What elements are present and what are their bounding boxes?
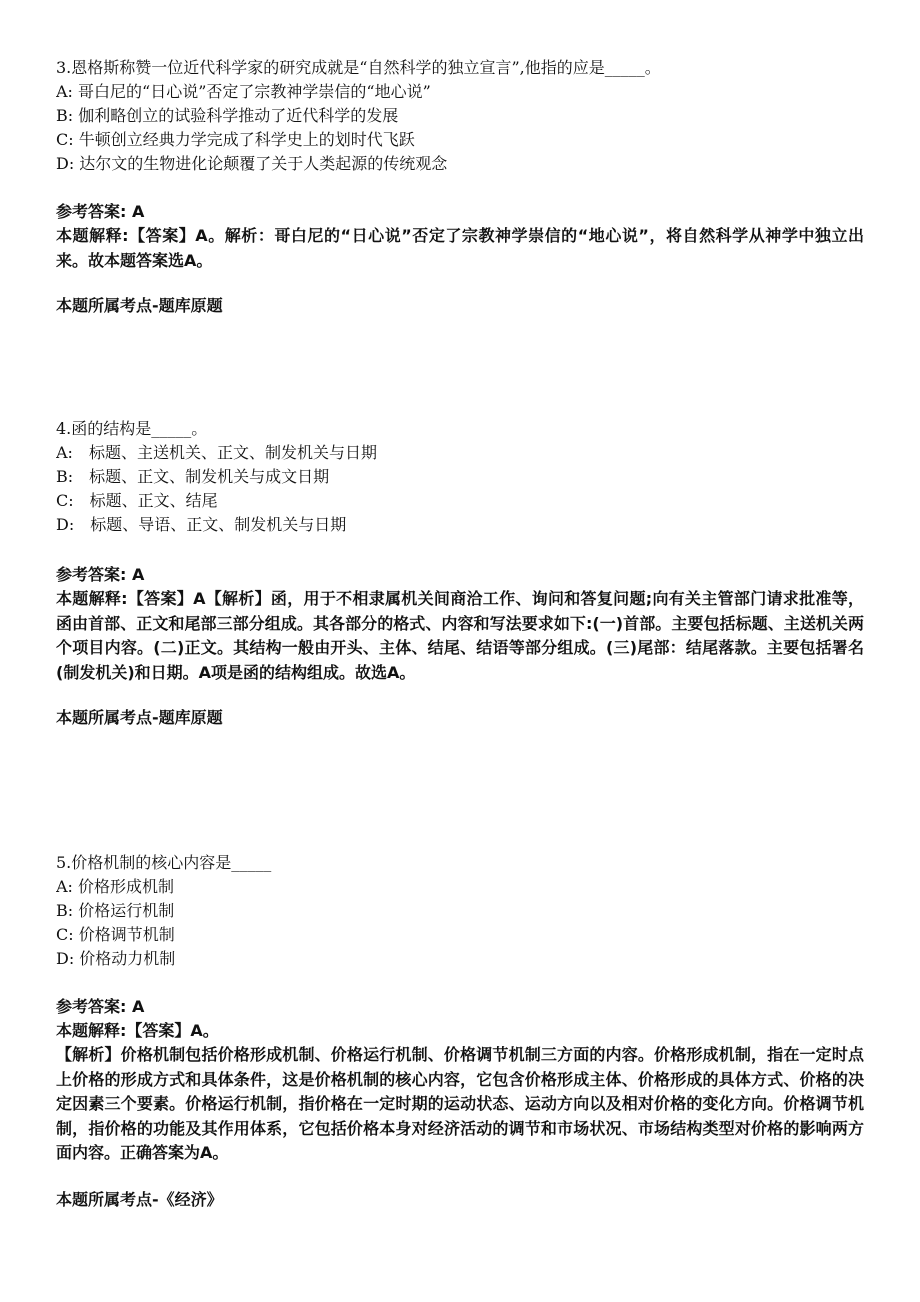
reference-answer: 参考答案: A — [56, 565, 145, 584]
question-stem: 4.函的结构是_____。 — [56, 419, 208, 438]
reference-answer: 参考答案: A — [56, 202, 145, 221]
option-b: B: 价格运行机制 — [56, 901, 175, 920]
option-d: D: 标题、导语、正文、制发机关与日期 — [56, 515, 347, 534]
option-a: A: 标题、主送机关、正文、制发机关与日期 — [56, 443, 377, 462]
question-5 — [56, 851, 864, 1212]
option-d: D: 达尔文的生物进化论颠覆了关于人类起源的传统观念 — [56, 154, 448, 173]
option-c: C: 标题、正文、结尾 — [56, 491, 218, 510]
knowledge-point: 本题所属考点-《经济》 — [56, 1189, 223, 1209]
explanation: 本题解释:【答案】A。解析：哥白尼的“日心说”否定了宗教神学崇信的“地心说”，将自然科学从神学中独立出来。故本题答案选A。 — [56, 226, 864, 270]
explanation: 【解析】价格机制包括价格形成机制、价格运行机制、价格调节机制三方面的内容。价格形成机制，指在一定时点上价格的形成方式和具体条件，这是价格机制的核心内容，它包含价格形成主体、价格形成的具体方式、价格的决定因素三个要素。价格运行机制，指价格在一定时期的运动状态、运动方向以及相对价格的变化方向。价格调节机制，指价格的功能及其作用体系，它包括价格本身对经济活动的调节和市场状况、市场结构类型对价格的影响两方面内容。正确答案为A。 — [56, 1045, 864, 1162]
option-b: B: 标题、正文、制发机关与成文日期 — [56, 467, 330, 486]
question-3 — [56, 56, 864, 318]
explanation-head: 本题解释:【答案】A。 — [56, 1021, 219, 1040]
option-d: D: 价格动力机制 — [56, 949, 176, 968]
option-c: C: 价格调节机制 — [56, 925, 175, 944]
question-stem: 3.恩格斯称赞一位近代科学家的研究成就是“自然科学的独立宣言”,他指的应是_____。 — [56, 58, 661, 77]
question-stem: 5.价格机制的核心内容是_____ — [56, 853, 272, 872]
option-a: A: 价格形成机制 — [56, 877, 175, 896]
question-4 — [56, 417, 864, 730]
option-a: A: 哥白尼的“日心说”否定了宗教神学崇信的“地心说” — [56, 82, 431, 101]
option-b: B: 伽利略创立的试验科学推动了近代科学的发展 — [56, 106, 399, 125]
explanation: 本题解释:【答案】A【解析】函，用于不相隶属机关间商洽工作、询问和答复问题;向有关主管部门请求批准等，函由首部、正文和尾部三部分组成。其各部分的格式、内容和写法要求如下:(一)首部。主要包括标题、主送机关两个项目内容。(二)正文。其结构一般由开头、主体、结尾、结语等部分组成。(三)尾部：结尾落款。主要包括署名(制发机关)和日期。A项是函的结构组成。故选A。 — [56, 589, 864, 682]
option-c: C: 牛顿创立经典力学完成了科学史上的划时代飞跃 — [56, 130, 415, 149]
reference-answer: 参考答案: A — [56, 997, 145, 1016]
knowledge-point: 本题所属考点-题库原题 — [56, 296, 223, 315]
knowledge-point: 本题所属考点-题库原题 — [56, 708, 223, 727]
